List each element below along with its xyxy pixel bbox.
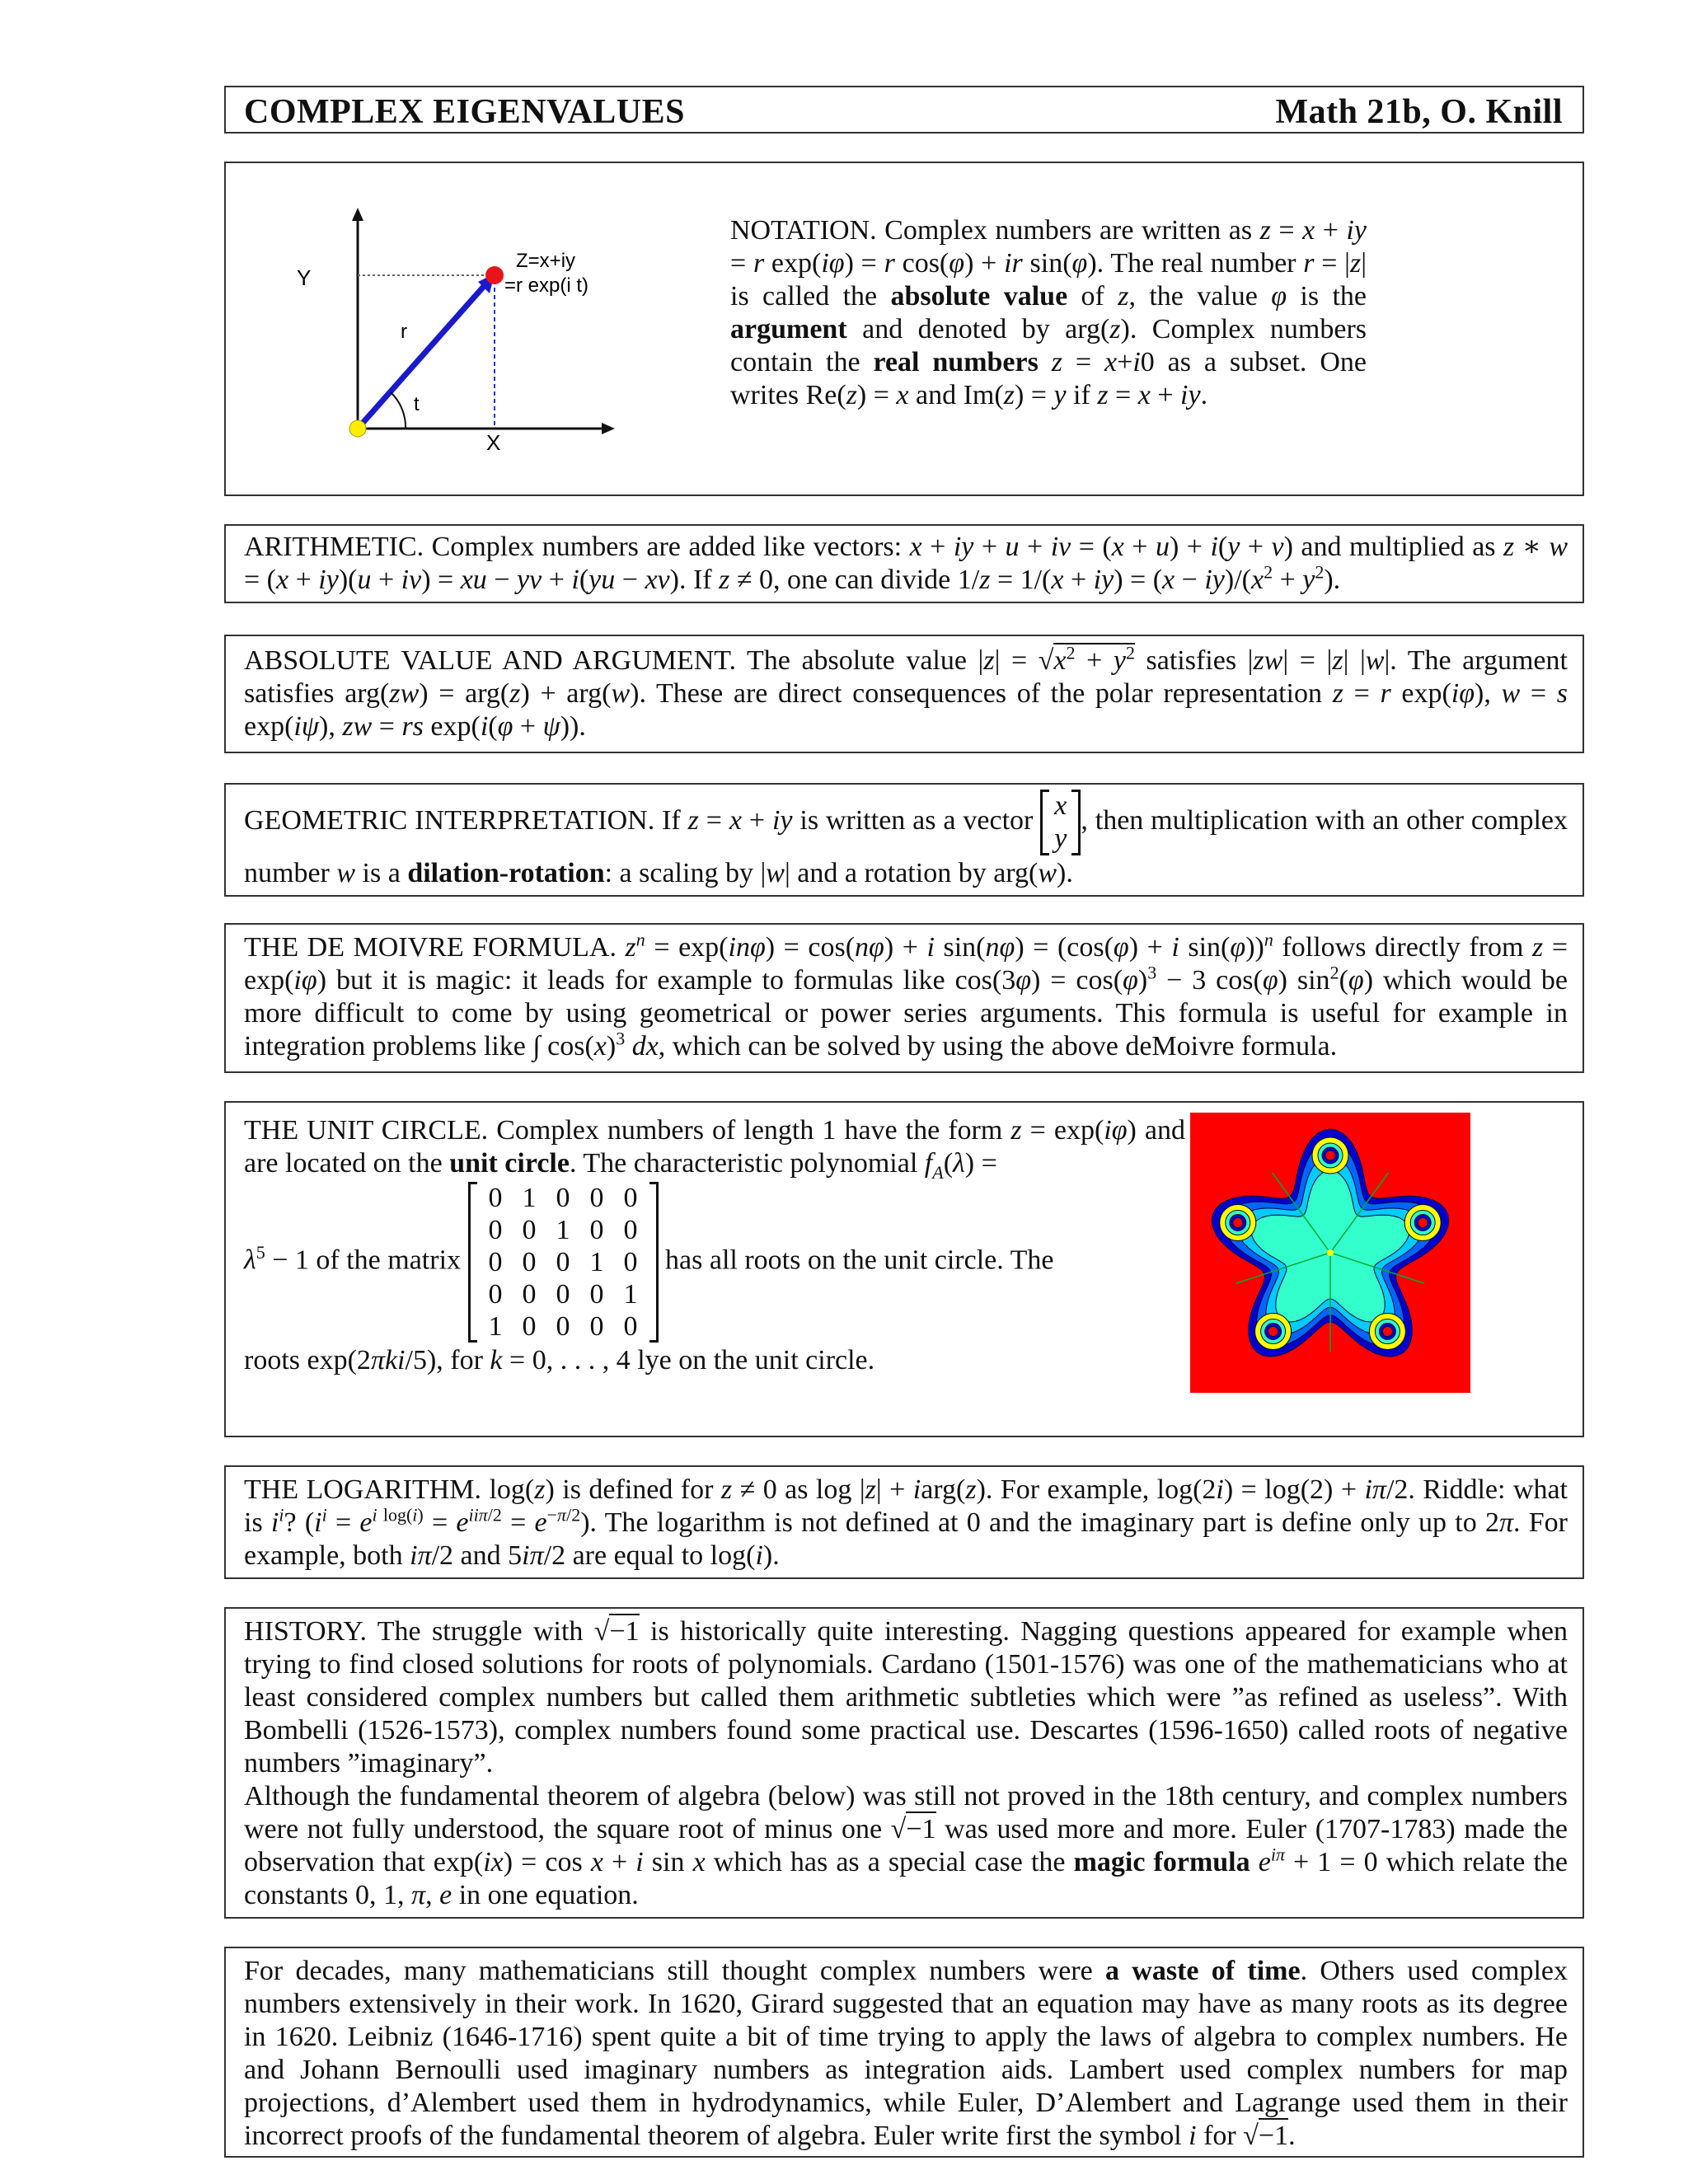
history-lead: HISTORY. bbox=[244, 1616, 367, 1647]
root-marker bbox=[1233, 1218, 1243, 1228]
root-fractal-image bbox=[1190, 1113, 1470, 1393]
demoivre-text: THE DE MOIVRE FORMULA. $z^n = \exp(in\varphi) = \cos(n\varphi) + i$ sin(nφ) = (cos(φ) + i sin(φ))$^n$ follows directly from z = exp(iφ) but it is magic: it leads for example to formulas like $\cos(3\varphi) = \cos(\varphi)^3 - 3$ cos(φ) $\sin^2(\varphi)$ which would be more difficult to come by using geometrical or power series arguments. This formula is useful for example in integration problems like ∫ $\cos(x)^3$ dx, which can be solved by using the above deMoivre formula. bbox=[244, 929, 1568, 1062]
waste-of-time-box bbox=[224, 1947, 1584, 2158]
y-axis-label: Y bbox=[297, 265, 312, 290]
term-absolute-value: absolute value bbox=[890, 281, 1068, 312]
geometric-lead: GEOMETRIC INTERPRETATION. bbox=[244, 804, 655, 836]
page-header bbox=[224, 86, 1584, 134]
term-magic-formula: magic formula bbox=[1073, 1847, 1250, 1877]
point-label: Z=x+iy bbox=[516, 250, 576, 272]
term-argument: argument bbox=[730, 314, 847, 344]
root-marker bbox=[1325, 1151, 1335, 1160]
root-marker bbox=[1382, 1327, 1392, 1337]
logarithm-box bbox=[224, 1465, 1584, 1579]
column-vector: x y bbox=[1040, 790, 1081, 855]
x-axis-label: X bbox=[486, 430, 501, 455]
angle-label: t bbox=[414, 393, 420, 415]
unit-circle-box bbox=[224, 1101, 1584, 1437]
shift-matrix: 0 1 0 0 0 0 0 1 0 0 0 0 0 1 0 0 0 0 0 1 1 0 0 0 0 bbox=[468, 1182, 659, 1343]
logarithm-lead: THE LOGARITHM. bbox=[244, 1474, 482, 1505]
radius-label: r bbox=[401, 321, 407, 343]
term-dilation-rotation: dilation-rotation bbox=[407, 858, 605, 888]
absolute-value-lead: ABSOLUTE VALUE AND ARGUMENT. bbox=[244, 645, 737, 676]
geometric-text: GEOMETRIC INTERPRETATION. If z = x + iy is written as a vector x y, then multiplication with an other complex number w is a dilation-rotation: a scaling by |w| and a rotation by arg(w). bbox=[244, 790, 1568, 888]
absolute-value-text: ABSOLUTE VALUE AND ARGUMENT. The absolute value $|z| = √x^2 + y^2$ satisfies |zw| = |z| |w|. The argument satisfies arg(zw) = arg(z) + arg(w). These are direct consequences of the polar representation z = r exp(iφ), w = s exp(iψ), zw = rs exp(i(φ + ψ)). bbox=[244, 642, 1568, 742]
arithmetic-box bbox=[224, 524, 1584, 603]
history-text: HISTORY. The struggle with √−1 is historically quite interesting. Nagging questions appeared for example when trying to find closed solutions for roots of polynomials. Cardano (1501-1576) was one of the mathematicians who at least considered complex numbers but called them arithmetic subtleties which were ”as refined as useless”. With Bombelli (1526-1573), complex numbers found some practical use. Descartes (1596-1650) called roots of negative numbers ”imaginary”. Although the fundamental theorem of algebra (below) was still not proved in the 18th century, and complex numbers were not fully understood, the square root of minus one √−1 was used more and more. Euler (1707-1783) made the observation that exp(ix) = cos x + i sin x which has as a special case the magic formula $e^{i\pi} + 1 = 0$ which relate the constants 0, 1, π, e in one equation. bbox=[244, 1615, 1568, 1912]
notation-text: NOTATION. Complex numbers are written as z = x + iy = r exp(iφ) = r cos(φ) + ir sin(φ). The real number r = |z| is called the absolute value of z, the value φ is the argument and denoted by arg(z). Complex numbers contain the real numbers z = x+i0 as a subset. One writes Re(z) = x and Im(z) = y if z = x + iy. bbox=[730, 215, 1367, 410]
term-waste-of-time: a waste of time bbox=[1105, 1956, 1301, 1986]
root-marker bbox=[1418, 1218, 1428, 1228]
unit-circle-text: THE UNIT CIRCLE. Complex numbers of length 1 have the form z = exp(iφ) and are located on the unit circle. The characteristic polynomial $f_A(\lambda)$ = $\lambda^5 - 1$ of the matrix 0 1 0 0 0 0 0 1 0 0 0 0 0 1 0 0 0 0 0 1 1 0 0 0 0 has all roots on the unit circle. The roots exp(2πki/5), for k = 0, . . . , 4 lye on the unit circle. bbox=[244, 1115, 1185, 1376]
waste-of-time-text: For decades, many mathematicians still thought complex numbers were a waste of time. Others used complex numbers extensively in their work. In 1620, Girard suggested that an equation may have as many roots as its degree in 1620. Leibniz (1646-1716) spent quite a bit of time trying to apply the laws of algebra to complex numbers. He and Johann Bernoulli used imaginary numbers as integration aids. Lambert used complex numbers for map projections, d’Alembert used them in hydrodynamics, while Euler, D’Alembert and Lagrange used them in their incorrect proofs of the fundamental theorem of algebra. Euler write first the symbol i for √−1. bbox=[244, 1956, 1568, 2151]
demoivre-box bbox=[224, 923, 1584, 1073]
arithmetic-lead: ARITHMETIC. bbox=[244, 532, 424, 562]
root-marker bbox=[1268, 1327, 1278, 1337]
term-real-numbers: real numbers bbox=[873, 347, 1039, 377]
complex-plane-diagram bbox=[259, 206, 621, 478]
page-title: COMPLEX EIGENVALUES bbox=[244, 93, 685, 131]
history-box bbox=[224, 1607, 1584, 1919]
origin-marker bbox=[1327, 1249, 1334, 1256]
arithmetic-text: ARITHMETIC. Complex numbers are added like vectors: x + iy + u + iv = (x + u) + i(y + v) and multiplied as z ∗ w = (x + iy)(u + iv) = xu − yv + i(yu − xv). If z ≠ 0, one can divide $1/z = 1/(x + iy) = (x - iy)/(x^2 + y^2)$. bbox=[244, 532, 1568, 595]
unit-circle-lead: THE UNIT CIRCLE. bbox=[244, 1115, 489, 1146]
course-author: Math 21b, O. Knill bbox=[1275, 93, 1563, 131]
point-polar-label: =r exp(i t) bbox=[504, 274, 589, 297]
geometric-box bbox=[224, 783, 1584, 897]
term-unit-circle: unit circle bbox=[449, 1148, 570, 1179]
logarithm-text: THE LOGARITHM. log(z) is defined for z ≠ 0 as log |z| + iarg(z). For example, log(2i) = log(2) + iπ/2. Riddle: what is $i^i$? $(i^i = e^{i log(i)} = e^{ii\pi/2} = e^{-\pi/2})$. The logarithm is not defined at 0 and the imaginary part is define only up to 2π. For example, both iπ/2 and 5iπ/2 are equal to log(i). bbox=[244, 1474, 1568, 1571]
notation-box bbox=[224, 162, 1584, 496]
demoivre-lead: THE DE MOIVRE FORMULA. bbox=[244, 932, 617, 963]
absolute-value-box bbox=[224, 635, 1584, 753]
notation-lead: NOTATION. bbox=[730, 215, 877, 246]
